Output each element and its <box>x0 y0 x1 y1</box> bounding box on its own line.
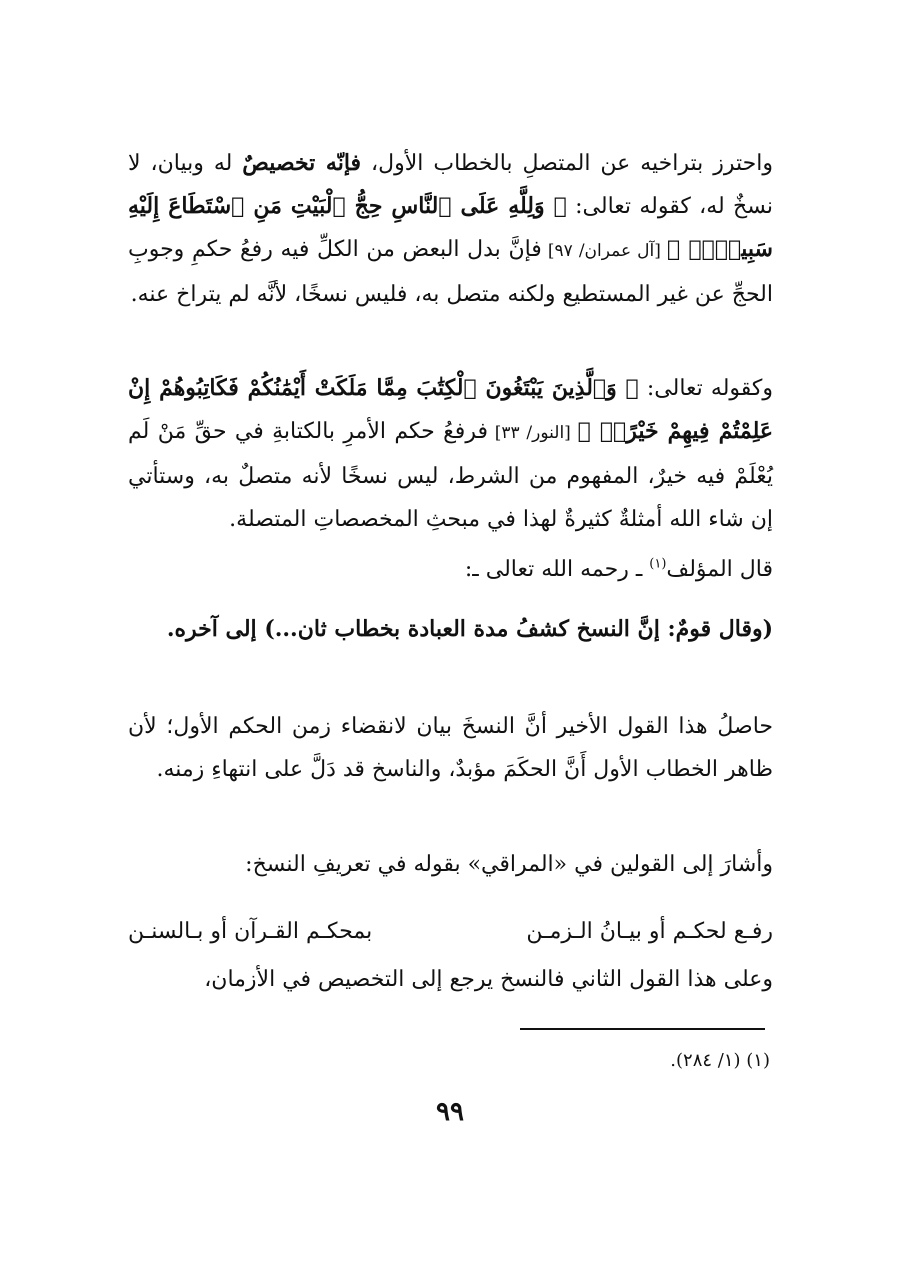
quoted-matn-ending: إلى آخره. <box>166 616 257 642</box>
paragraph-5: حاصلُ هذا القول الأخير أنَّ النسخَ بيان لانقضاء زمن الحكم الأول؛ لأن ظاهر الخطاب الأول أَنَّ الحكَمَ مؤبدٌ، والناسخ قد دَلَّ على انتهاءِ زمنه. <box>128 714 773 782</box>
quran-verse-2: ﴿ وَٱلَّذِينَ يَبْتَغُونَ ٱلْكِتَٰبَ مِمَّا مَلَكَتْ أَيْمَٰنُكُمْ فَكَاتِبُوهُمْ إِنْ عَلِمْتُمْ فِيهِمْ خَيْرًاۖ ﴾ <box>128 375 773 444</box>
footnote-divider <box>520 1028 765 1030</box>
paragraph-4-quoted-text <box>128 608 773 651</box>
paragraph-1-text-a: واحترز بتراخيه عن المتصلِ بالخطاب الأول، <box>361 151 773 176</box>
paragraph-2-text-b: فرفعُ حكم الأمرِ بالكتابةِ في حقِّ مَنْ لَم يُعْلَمْ فيه خيرٌ، المفهوم من الشرط، ليس نسخًا لأنه متصلٌ به، وستأتي إن شاء الله أمثلةٌ كثيرةٌ لهذا في مبحثِ المخصصاتِ المتصلة. <box>128 419 773 532</box>
page-number: ٩٩ <box>436 1097 464 1127</box>
author-said-label: قال المؤلف <box>666 557 773 582</box>
paragraph-2-text-a: وكقوله تعالى: <box>638 376 774 401</box>
paragraph-1-text-d: فإنَّ بدل البعض من الكلِّ فيه رفعُ حكمِ وجوبِ الحجِّ عن غير المستطيع ولكنه متصل به، فليس نسخًا، لأنَّه لم يتراخ عنه. <box>128 237 773 307</box>
quoted-matn: (وقال قومٌ: إنَّ النسخ كشفُ مدة العبادة بخطاب ثان...) <box>256 616 773 642</box>
author-prayer: ـ رحمه الله تعالى ـ: <box>464 557 650 582</box>
verse-reference-1: [آل عمران/ ٩٧] <box>541 241 667 261</box>
quran-verse-1: ﴿ وَلِلَّهِ عَلَى ٱلنَّاسِ حِجُّ ٱلْبَيْتِ مَنِ ٱسْتَطَاعَ إِلَيْهِ سَبِيلًاۚ ﴾ <box>128 193 773 262</box>
footnote: (١) (١/ ٢٨٤). <box>670 1050 770 1071</box>
poetry-verse <box>128 910 773 953</box>
paragraph-1-text-c: له وبيان، لا نسخٌ له، كقوله تعالى: <box>128 151 773 219</box>
footnote-marker: (١) <box>649 556 667 572</box>
paragraph-1 <box>128 142 773 316</box>
paragraph-6: وأشارَ إلى القولين في «المراقي» بقوله في تعريفِ النسخ: <box>245 852 773 877</box>
verse-first-hemistich: رفـع لحكـم أو بيـانُ الـزمـن <box>526 919 773 944</box>
verse-reference-2: [النور/ ٣٣] <box>487 423 578 443</box>
paragraph-1-emphasis: فإنّه تخصيصٌ <box>242 150 362 176</box>
paragraph-7: وعلى هذا القول الثاني فالنسخ يرجع إلى التخصيص في الأزمان، <box>204 967 773 992</box>
paragraph-2 <box>128 367 773 541</box>
paragraph-3 <box>128 548 773 591</box>
verse-second-hemistich: بمحكـم القـرآن أو بـالسنـن <box>128 919 373 944</box>
